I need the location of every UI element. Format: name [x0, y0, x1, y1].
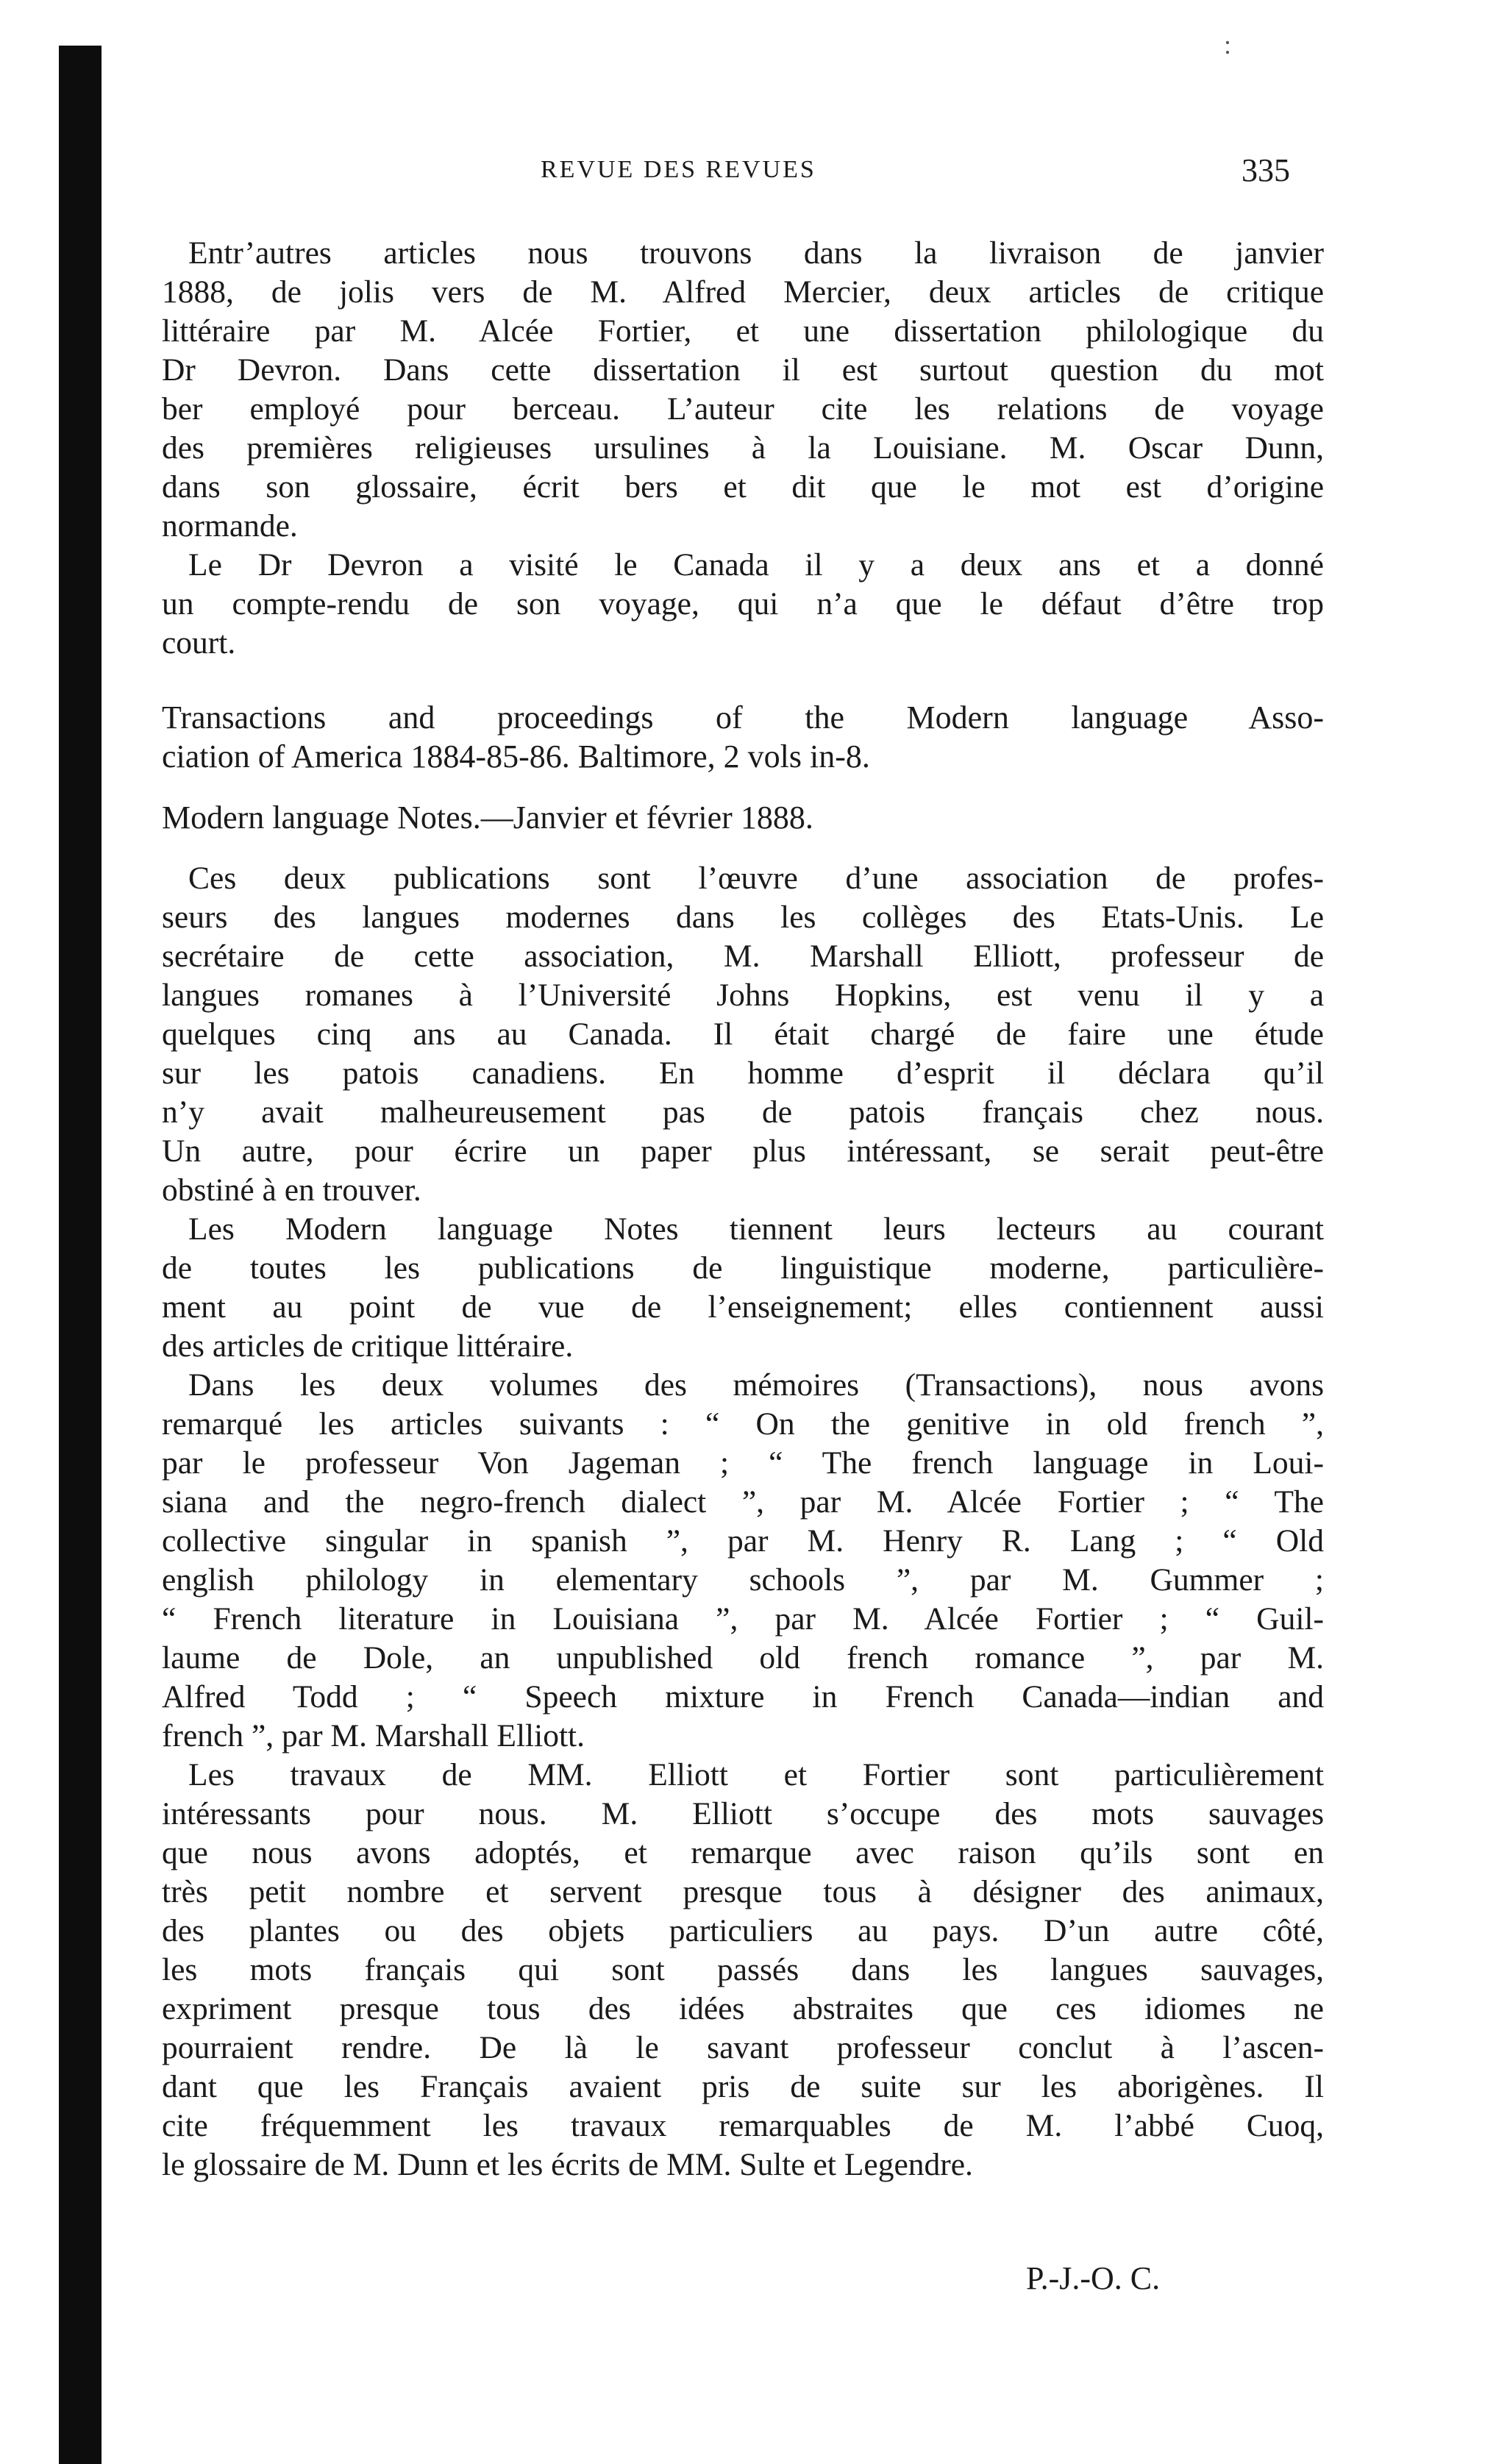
paragraph-devron-visit [162, 546, 1324, 663]
paragraph-publications [162, 859, 1324, 1210]
text-line: les mots français qui sont passés dans les langues sauvages, [162, 1952, 1324, 1987]
text-line: Dr Devron. Dans cette dissertation il est surtout question du mot [162, 352, 1324, 388]
text-line: très petit nombre et servent presque tous à désigner des animaux, [162, 1874, 1324, 1909]
text-line: que nous avons adoptés, et remarque avec raison qu’ils sont en [162, 1835, 1324, 1870]
text-line: Dans les deux volumes des mémoires (Transactions), nous avons [188, 1367, 1324, 1403]
text-line: pourraient rendre. De là le savant professeur conclut à l’ascen- [162, 2030, 1324, 2065]
article-body [162, 234, 1324, 2185]
corner-mark: : [1224, 30, 1232, 60]
text-line: n’y avait malheureusement pas de patois français chez nous. [162, 1094, 1324, 1130]
text-line: 1888, de jolis vers de M. Alfred Mercier, deux articles de critique [162, 274, 1324, 310]
text-line: un compte-rendu de son voyage, qui n’a que le défaut d’être trop [162, 586, 1324, 622]
running-head: REVUE DES REVUES [541, 156, 816, 183]
text-line: remarqué les articles suivants : “ On the genitive in old french ”, [162, 1406, 1324, 1442]
text-line: Entr’autres articles nous trouvons dans la livraison de janvier [188, 235, 1324, 271]
text-line: seurs des langues modernes dans les collèges des Etats-Unis. Le [162, 900, 1324, 935]
paragraph-elliott-fortier [162, 1756, 1324, 2185]
text-line: ment au point de vue de l’enseignement; elles contiennent aussi [162, 1289, 1324, 1325]
text-line: expriment presque tous des idées abstraites que ces idiomes ne [162, 1991, 1324, 2026]
text-line: cite fréquemment les travaux remarquables de M. l’abbé Cuoq, [162, 2108, 1324, 2143]
heading-line: ciation of America 1884-85-86. Baltimore, 2 vols in-8. [162, 738, 870, 775]
text-line: dans son glossaire, écrit bers et dit que le mot est d’origine [162, 469, 1324, 505]
text-line: quelques cinq ans au Canada. Il était chargé de faire une étude [162, 1016, 1324, 1052]
heading-modern-language-notes [162, 798, 1324, 837]
paragraph-devron-intro [162, 234, 1324, 546]
heading-transactions [162, 698, 1324, 776]
heading-line: Transactions and proceedings of the Modern language Asso- [162, 699, 1324, 736]
text-line: intéressants pour nous. M. Elliott s’occupe des mots sauvages [162, 1796, 1324, 1831]
text-line: de toutes les publications de linguistique moderne, particulière- [162, 1250, 1324, 1286]
text-line: Ces deux publications sont l’œuvre d’une association de profes- [188, 861, 1324, 896]
text-line: secrétaire de cette association, M. Marshall Elliott, professeur de [162, 939, 1324, 974]
text-line: ber employé pour berceau. L’auteur cite les relations de voyage [162, 391, 1324, 427]
heading-line: Modern language Notes.—Janvier et février 1888. [162, 800, 813, 836]
paragraph-articles [162, 1366, 1324, 1756]
text-line: des articles de critique littéraire. [162, 1328, 574, 1364]
text-line: Alfred Todd ; “ Speech mixture in French Canada—indian and [162, 1679, 1324, 1715]
text-line: par le professeur Von Jageman ; “ The french language in Loui- [162, 1445, 1324, 1481]
text-line: obstiné à en trouver. [162, 1172, 421, 1208]
page-number: 335 [1242, 152, 1290, 188]
text-line: court. [162, 625, 236, 660]
text-line: Un autre, pour écrire un paper plus intéressant, se serait peut-être [162, 1133, 1324, 1169]
text-line: littéraire par M. Alcée Fortier, et une dissertation philologique du [162, 313, 1324, 349]
text-line: collective singular in spanish ”, par M. Henry R. Lang ; “ Old [162, 1523, 1324, 1559]
paragraph-notes [162, 1210, 1324, 1366]
text-line: “ French literature in Louisiana ”, par M. Alcée Fortier ; “ Guil- [162, 1601, 1324, 1637]
text-line: des plantes ou des objets particuliers au pays. D’un autre côté, [162, 1913, 1324, 1948]
text-line: french ”, par M. Marshall Elliott. [162, 1718, 585, 1753]
author-signature: P.-J.-O. C. [1026, 2260, 1161, 2296]
text-line: laume de Dole, an unpublished old french romance ”, par M. [162, 1640, 1324, 1676]
text-line: langues romanes à l’Université Johns Hopkins, est venu il y a [162, 978, 1324, 1013]
text-line: dant que les Français avaient pris de suite sur les aborigènes. Il [162, 2069, 1324, 2104]
text-line: Le Dr Devron a visité le Canada il y a deux ans et a donné [188, 547, 1324, 583]
text-line: sur les patois canadiens. En homme d’esprit il déclara qu’il [162, 1055, 1324, 1091]
text-line: english philology in elementary schools ”, par M. Gummer ; [162, 1562, 1324, 1598]
text-line: siana and the negro-french dialect ”, par M. Alcée Fortier ; “ The [162, 1484, 1324, 1520]
text-line: des premières religieuses ursulines à la Louisiane. M. Oscar Dunn, [162, 430, 1324, 466]
scan-margin-bar [59, 46, 101, 2464]
text-line: Les Modern language Notes tiennent leurs lecteurs au courant [188, 1211, 1324, 1247]
text-line: Les travaux de MM. Elliott et Fortier sont particulièrement [188, 1757, 1324, 1792]
text-line: le glossaire de M. Dunn et les écrits de MM. Sulte et Legendre. [162, 2147, 973, 2182]
text-line: normande. [162, 508, 298, 544]
